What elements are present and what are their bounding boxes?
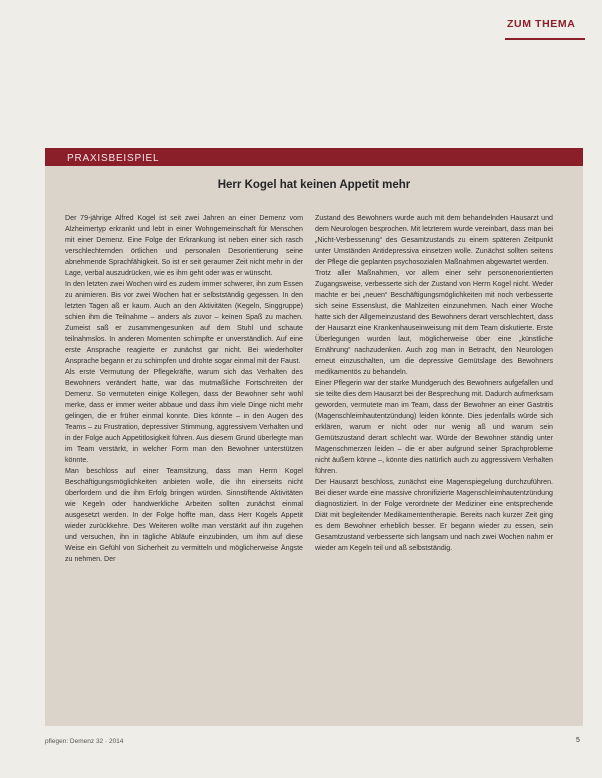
box-header [45, 148, 583, 166]
page-number: 5 [576, 737, 580, 744]
paragraph: Zustand des Bewohners wurde auch mit dem behandelnden Hausarzt und dem Neurologen besprochen. Mit letzterem wurde vereinbart, dass man bei „Nicht-Verbesserung“ des Gesamtzustands zu einem späteren Zeitpunkt unter Umständen Antidepressiva einsetzen wolle. Zunächst sollten seitens der Pflege die geplanten psychosozialen Maßnahmen abgewartet werden. [315, 214, 553, 266]
text-column-left [65, 213, 303, 565]
article-headline: Herr Kogel hat keinen Appetit mehr [217, 179, 411, 191]
section-rule [505, 38, 585, 40]
text-column-right [315, 213, 553, 554]
paragraph: Einer Pflegerin war der starke Mundgeruch des Bewohners aufgefallen und sie teilte dies dem Hausarzt bei der Besprechung mit. Dadurch aufmerksam geworden, vermutete man im Team, dass der Bewohner an einer Gastritis (Magenschleimhautentzündung) leiden könnte. Dies jedenfalls würde sich erklären, warum er nicht oder nur wenig aß und warum sein Gemütszustand derart schlecht war. Würde der Bewohner ständig unter Magenschmerzen leiden – die er aber aufgrund seiner Sprachprobleme nicht äußern könne –, könnte dies natürlich auch zu aggressivem Verhalten führen. [315, 379, 553, 475]
paragraph: Man beschloss auf einer Teamsitzung, dass man Herrn Kogel Beschäftigungsmöglichkeiten anbieten wolle, die ihn einerseits nicht überfordern und die ihm Erfolg bringen würden. Sinnstiftende Aktivitäten wie Kegeln oder handwerkliche Arbeiten sollten zunächst einmal ausgesetzt werden. In der Folge hoffte man, dass Herr Kogels Appetit wieder zurückkehre. Des Weiteren wollte man verstärkt auf ihn zugehen und versuchen, ihn in tägliche Abläufe einzubinden, um ihm auf diese Weise ein Gefühl von Sicherheit zu vermitteln und möglicherweise Ängste zu nehmen. Der [65, 467, 303, 563]
practice-example-box [45, 148, 583, 726]
paragraph: Der Hausarzt beschloss, zunächst eine Magenspiegelung durchzuführen. Bei dieser wurde eine massive chronifizierte Magenschleimhautentzündung diagnostiziert. In der Folge verordnete der Mediziner eine entsprechende Diät mit begleitender Medikamententherapie. Bereits nach kurzer Zeit ging es dem Bewohner erheblich besser. Er begann wieder zu essen, sein Gesamtzustand verbesserte sich langsam und nach zwei Wochen nahm er wieder am Kegeln teil und aß selbstständig. [315, 478, 553, 552]
paragraph: In den letzten zwei Wochen wird es zudem immer schwerer, ihn zum Essen zu animieren. Bis vor zwei Wochen hat er selbstständig gegessen. In den letzten Tagen aß er kaum. Auch an den Aktivitäten (Kegeln, Singgruppe) schien ihm die Teilnahme – anders als zuvor – keinen Spaß zu machen. Zumeist saß er zusammengesunken auf dem Stuhl und schaute teilnahmslos. In anderen Momenten schimpfte er unverständlich. Auf eine erste Ansprache reagierte er zunächst gar nicht. Bei wiederholter Ansprache begann er zu schimpfen und drohte sogar einmal mit der Faust. [65, 280, 303, 365]
publication-footer: pflegen: Demenz 32 · 2014 [45, 738, 124, 745]
section-tag: ZUM THEMA [507, 18, 576, 30]
paragraph: Trotz aller Maßnahmen, vor allem einer sehr personenorientierten Zugangsweise, verbesserte sich der Zustand von Herrn Kogel nicht. Weder machte er bei „neuen“ Beschäftigungsmöglichkeiten mit noch verbesserte sich seine Essenslust, die Mahlzeiten einzunehmen. Nach einer Woche hatte sich der Allgemeinzustand des Bewohners derart verschlechtert, dass der Hausarzt eine Krankenhauseinweisung mit dem Team diskutierte. Erste Überlegungen wurden laut, möglicherweise über eine „künstliche Ernährung“ nachzudenken. Auch zog man in Betracht, den Neurologen erneut einzuschalten, um die depressive Gemütslage des Bewohners medikamentös zu behandeln. [315, 269, 553, 376]
paragraph: Als erste Vermutung der Pflegekräfte, warum sich das Verhalten des Bewohners verändert hatte, war das mutmaßliche Fortschreiten der Demenz. So vermuteten einige Kollegen, dass der Bewohner sehr wohl merke, dass er immer weiter abbaue und dass ihm viele Dinge nicht mehr gelingen, die er früher einmal konnte. Dies könnte – in den Augen des Teams – zu Frustration, depressiver Stimmung, aggressivem Verhalten und in der Folge auch Appetitlosigkeit führen. Aus diesem Grund überlegte man im Team verstärkt, in welcher Form man den Bewohner unterstützen könnte. [65, 368, 303, 464]
box-label: PRAXISBEISPIEL [67, 153, 160, 164]
paragraph: Der 79-jährige Alfred Kogel ist seit zwei Jahren an einer Demenz vom Alzheimertyp erkrankt und lebt in einer Wohngemeinschaft für Menschen mit einer Demenz. Eine Folge der Erkrankung ist neben einer sich rasch verschlechternden örtlichen und personalen Desorientierung seine abnehmende Sprachfähigkeit. So ist er seit geraumer Zeit nicht mehr in der Lage, verbal auszudrücken, wie es ihm geht oder was er wünscht. [65, 214, 303, 277]
